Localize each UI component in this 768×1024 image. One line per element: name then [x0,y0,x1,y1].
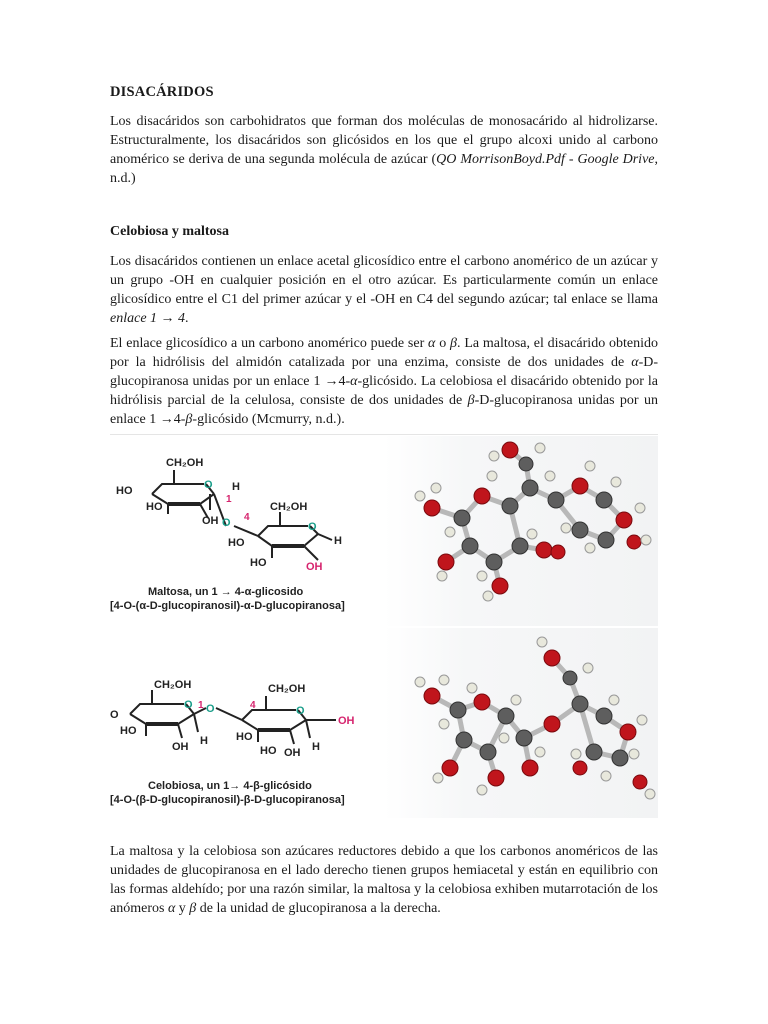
ring-oxygen-label: O [308,521,317,533]
cellobiose-caption-title: Celobiosa, un 1→ 4-β-glicósido [148,780,312,792]
cellobiose-panel [110,628,658,818]
oh-label: OH [202,515,219,527]
document-title: DISACÁRIDOS [110,84,214,100]
reducing-text-2: de la unidad de glucopiranosa a la derecha. [196,901,441,916]
ho-label: HO [250,557,267,569]
ch2oh-label: CH₂OH [166,457,204,469]
ring-oxygen-label: O [296,705,305,717]
linkage-text: Los disacáridos contienen un enlace acetal glicosídico entre el carbono anomérico de un azúcar y un grupo -OH en cualquier posición en el otro azúcar. Es particularmente común un enlace glicosídico entre el C1 del primer azúcar y el -OH en C4 del segundo azúcar; tal enlace se llama [110,254,658,307]
h-label: H [232,481,240,493]
h-label: H [200,735,208,747]
ho-label: HO [260,745,277,757]
alpha-symbol: α [631,355,639,370]
oh-label: OH [306,561,323,573]
h-label: H [312,741,320,753]
ring-oxygen-label: O [204,479,213,491]
ho-label: HO [116,485,133,497]
intro-paragraph [110,112,658,188]
anomer-text-3: -D-glucopiranosa unidas por un enlace 1 →4- [110,355,658,389]
carbon-1-label: 1 [226,494,232,505]
carbon-4-label: 4 [244,512,250,523]
figure-divider [110,434,658,435]
ho-label: HO [236,731,253,743]
beta-symbol: β [450,336,458,351]
maltose-caption-iupac: [4-O-(α-D-glucopiranosil)-α-D-glucopiranosa] [110,600,345,612]
ch2oh-label: CH₂OH [154,679,192,691]
beta-symbol: β [189,901,197,916]
anomer-text-2: . La maltosa, el disacárido obtenido por la hidrólisis del almidón catalizada por una enzima, consiste de dos unidades de [110,336,658,370]
maltose-caption-title: Maltosa, un 1 → 4-α-glicosido [148,586,304,598]
linkage-tail: . [185,311,189,326]
anomeric-oh-label: OH [338,715,355,727]
intro-text: Los disacáridos son carbohidratos que forman dos moléculas de monosacárido al hidrolizarse. Estructuralmente, los disacáridos son glicósidos en los que el grupo alcoxi unido al carbono anomérico se deriva de una segunda molécula de azúcar ( [110,114,658,167]
maltose-panel [110,436,658,626]
alpha-symbol: α [167,901,176,916]
ch2oh-label: CH₂OH [270,501,308,513]
ring-oxygen-label: O [184,699,193,711]
beta-symbol: β [185,412,193,427]
section-title: Celobiosa y maltosa [110,224,229,239]
carbon-1-label: 1 [198,700,204,711]
ho-label: HO [146,501,163,513]
reducing-text-and: y [175,901,190,916]
ho-label: HO [228,537,245,549]
glycosidic-oxygen-label: O [222,517,231,529]
alpha-symbol: α [350,374,358,389]
cellobiose-3d-model [415,637,655,799]
o-label: O [110,709,119,721]
cellobiose-caption-iupac: [4-O-(β-D-glucopiranosil)-β-D-glucopiranosa] [110,794,345,806]
reducing-text-1: La maltosa y la celobiosa son azúcares reductores debido a que los carbonos anoméricos de las unidades de glucopiranosa en el lado derecho tienen grupos hemiacetal y están en equilibrio con las formas aldehído; por una razón similar, la maltosa y la celobiosa exhiben mutarrotación de los anómeros [110,844,658,916]
ho-label: HO [120,725,137,737]
anomer-text-4: -glicósido. La celobiosa el disacárido obtenido por la hidrólisis parcial de la celulosa, consiste de dos unidades de [110,374,658,408]
alpha-symbol: α [428,336,436,351]
linkage-paragraph [110,252,658,328]
intro-citation-tail: , n.d.) [110,152,658,186]
h-label: H [334,535,342,547]
anomer-text-or: o [435,336,451,351]
anomer-text-5: -D-glucopiranosa unidas por un enlace 1 →4- [110,393,658,427]
ch2oh-label: CH₂OH [268,683,306,695]
carbon-4-label: 4 [250,700,256,711]
intro-citation: QO MorrisonBoyd.Pdf - Google Drive [436,152,655,167]
anomer-text-6: -glicósido (Mcmurry, n.d.). [192,412,345,427]
reducing-sugar-paragraph [110,842,658,918]
oh-label: OH [172,741,189,753]
maltose-3d-model [415,442,651,601]
disaccharide-figure [110,436,658,820]
anomer-text-1: El enlace glicosídico a un carbono anomérico puede ser [110,336,429,351]
glycosidic-oxygen-label: O [206,703,215,715]
linkage-term: enlace 1 → 4 [110,311,186,326]
beta-symbol: β [467,393,475,408]
oh-label: OH [284,747,301,759]
anomer-paragraph [110,334,658,429]
